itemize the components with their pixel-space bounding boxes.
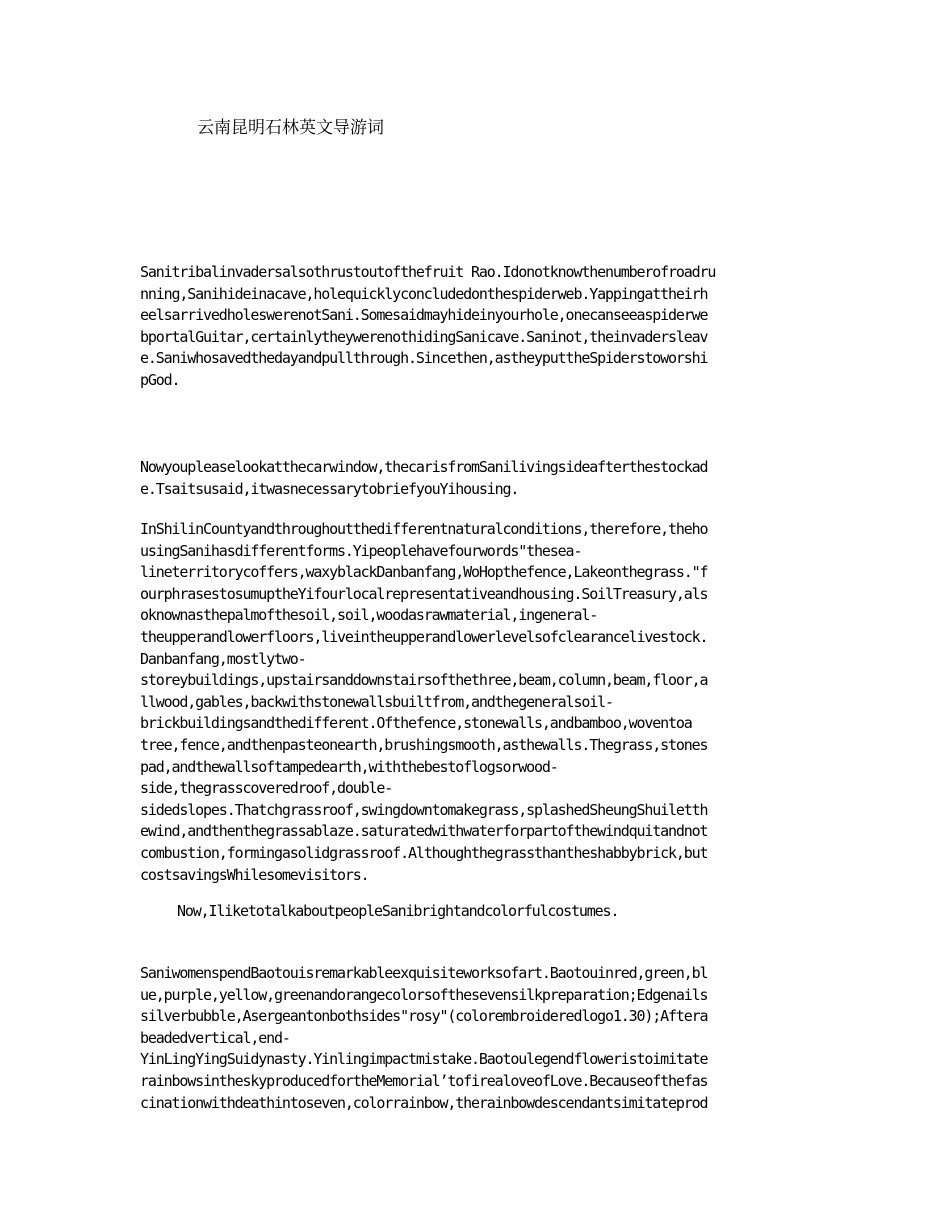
text-line: InShilinCountyandthroughoutthedifferentnaturalconditions,therefore,theho xyxy=(140,520,708,538)
text-line: e.Tsaitsusaid,itwasnecessarytobriefyouYihousing. xyxy=(140,479,519,498)
text-line: oknownasthepalmofthesoil,soil,woodasrawmaterial,ingeneral- xyxy=(140,606,598,625)
text-line: SaniwomenspendBaotouisremarkableexquisiteworksofart.Baotouinred,green,bl xyxy=(140,964,708,982)
text-line: bportalGuitar,certainlytheywerenothidingSanicave.Saninot,theinvadersleav xyxy=(140,327,708,346)
text-line: side,thegrasscoveredroof,double- xyxy=(140,779,393,798)
text-line: usingSanihasdifferentforms.Yipeoplehavefourwords"thesea- xyxy=(140,541,582,560)
text-line: rainbowsintheskyproducedfortheMemorial’tofirealoveofLove.Becauseofthefas xyxy=(140,1071,708,1090)
text-line: e.Saniwhosavedthedayandpullthrough.Sincethen,astheyputtheSpiderstoworshi xyxy=(140,349,708,368)
text-line: Sanitribalinvadersalsothrustoutofthefruit Rao.Idonotknowthenumberofroadru xyxy=(140,263,716,281)
text-line: eelsarrivedholeswerenotSani.Somesaidmayhideinyourhole,onecanseeaspiderwe xyxy=(140,306,708,325)
text-line: lineterritorycoffers,waxyblackDanbanfang,WoHopthefence,Lakeonthegrass."f xyxy=(140,563,708,582)
text-line: llwood,gables,backwithstonewallsbuiltfrom,andthegeneralsoil- xyxy=(140,692,613,711)
text-line: Danbanfang,mostlytwo- xyxy=(140,649,306,668)
text-line: brickbuildingsandthedifferent.Ofthefence,stonewalls,andbamboo,woventoa xyxy=(140,714,692,733)
text-line: ourphrasestosumuptheYifourlocalrepresentativeandhousing.SoilTreasury,als xyxy=(140,584,708,603)
document-title: 云南昆明石林英文导游词 xyxy=(197,118,384,138)
text-line: tree,fence,andthenpasteonearth,brushingsmooth,asthewalls.Thegrass,stones xyxy=(140,735,708,754)
text-line: ue,purple,yellow,greenandorangecolorsofthesevensilkpreparation;Edgenails xyxy=(140,985,708,1004)
text-line: nning,Sanihideinacave,holequicklyconcludedonthespiderweb.Yappingattheirh xyxy=(140,284,708,303)
paragraph-car-window xyxy=(140,457,812,500)
text-line: silverbubble,Asergeantonbothsides"rosy"(colorembroideredlogo1.30);Aftera xyxy=(140,1007,708,1026)
paragraph-spider-legend xyxy=(140,262,812,392)
text-line: combustion,formingasolidgrassroof.Althoughthegrassthantheshabbybrick,but xyxy=(140,843,708,862)
text-line: theupperandlowerfloors,liveintheupperandlowerlevelsofclearancelivestock. xyxy=(140,627,708,646)
text-line: YinLingYingSuidynasty.Yinlingimpactmistake.Baotoulegendfloweristoimitate xyxy=(140,1050,708,1069)
paragraph-baotou xyxy=(140,963,812,1114)
text-line: Nowyoupleaselookatthecarwindow,thecarisfromSanilivingsideafterthestockad xyxy=(140,458,708,476)
text-line: ewind,andthenthegrassablaze.saturatedwithwaterforpartofthewindquitandnot xyxy=(140,822,708,841)
paragraph-housing xyxy=(140,519,812,886)
text-line: Now,IliketotalkaboutpeopleSanibrightandcolorfulcostumes. xyxy=(177,902,619,920)
text-line: cinationwithdeathintoseven,colorrainbow,therainbowdescendantsimitateprod xyxy=(140,1093,708,1112)
text-line: pGod. xyxy=(140,370,180,389)
text-line: beadedvertical,end- xyxy=(140,1028,290,1047)
text-line: costsavingsWhilesomevisitors. xyxy=(140,865,369,884)
paragraph-costumes-intro xyxy=(140,901,812,923)
text-line: pad,andthewallsoftampedearth,withthebestoflogsorwood- xyxy=(140,757,558,776)
text-line: sidedslopes.Thatchgrassroof,swingdowntomakegrass,splashedSheungShuiletth xyxy=(140,800,708,819)
text-line: storeybuildings,upstairsanddownstairsofthethree,beam,column,beam,floor,a xyxy=(140,671,708,690)
